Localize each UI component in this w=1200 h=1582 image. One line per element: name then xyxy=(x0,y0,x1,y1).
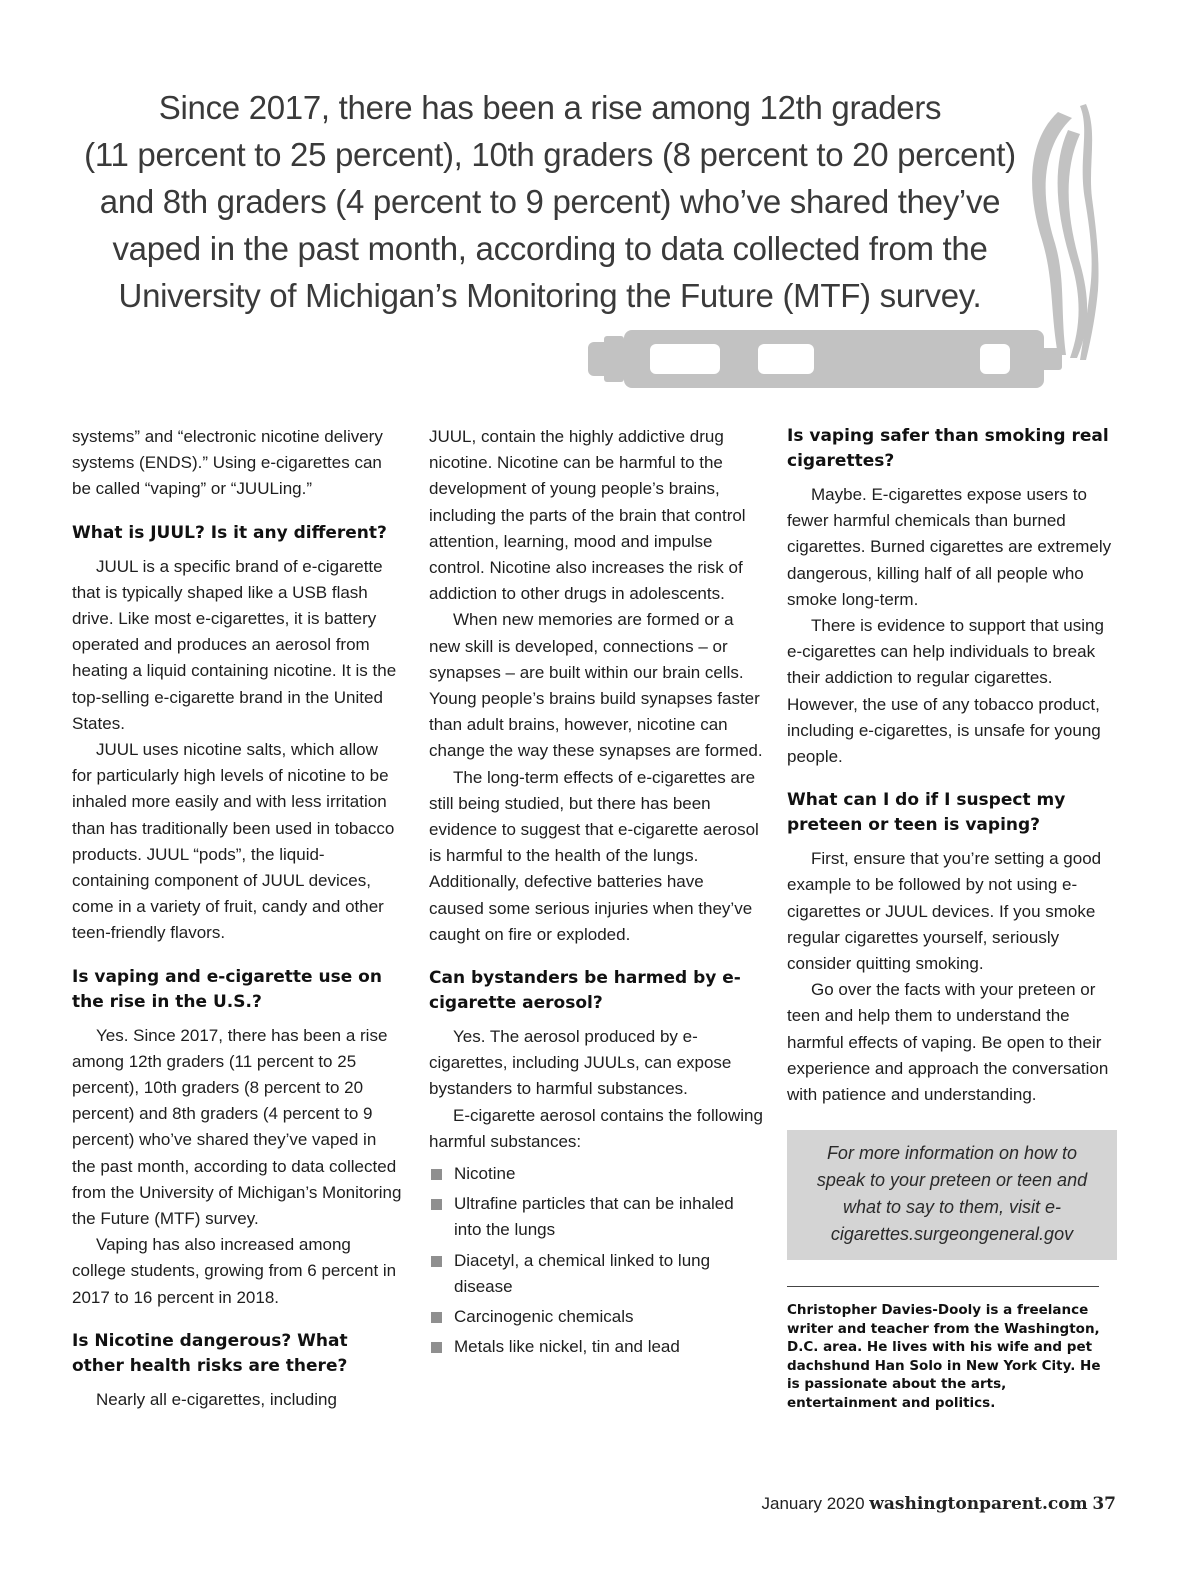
list-item xyxy=(429,1334,763,1360)
list-item-text: Diacetyl, a chemical linked to lung disease xyxy=(454,1250,711,1296)
square-bullet-icon xyxy=(431,1342,442,1353)
section-heading: What can I do if I suspect my preteen or teen is vaping? xyxy=(787,790,1066,836)
square-bullet-icon xyxy=(431,1256,442,1267)
paragraph: JUUL, contain the highly addictive drug nicotine. Nicotine can be harmful to the development of young people’s brains, including the parts of the brain that control attention, learning, mood and impulse control. Nicotine also increases the risk of addiction to other drugs in adolescents. xyxy=(429,427,746,604)
author-bio: Christopher Davies-Dooly is a freelance writer and teacher from the Washington, D.C. area. He lives with his wife and pet dachshund Han Solo in New York City. He is passionate about the arts, entertainment and politics. xyxy=(787,1302,1101,1411)
list-item xyxy=(429,1304,763,1330)
list-item-text: Carcinogenic chemicals xyxy=(454,1307,634,1327)
pull-quote-line: vaped in the past month, according to data collected from the xyxy=(112,230,988,267)
section-heading: Can bystanders be harmed by e-cigarette aerosol? xyxy=(429,968,741,1014)
page-number: 37 xyxy=(1092,1494,1116,1514)
paragraph: First, ensure that you’re setting a good example to be followed by not using e-cigarettes or JUUL devices. If you smoke regular cigarettes yourself, seriously consider quitting smoking. xyxy=(787,849,1102,974)
section-heading: Is vaping and e-cigarette use on the rise in the U.S.? xyxy=(72,966,382,1012)
list-item-text: Metals like nickel, tin and lead xyxy=(454,1337,680,1357)
e-cigarette-with-vapor-icon xyxy=(580,100,1100,400)
paragraph: Vaping has also increased among college students, growing from 6 percent in 2017 to 16 percent in 2018. xyxy=(72,1235,397,1307)
paragraph: JUUL is a specific brand of e-cigarette that is typically shaped like a USB flash drive. Like most e-cigarettes, it is battery operated and produces an aerosol from heating a liquid containing nicotine. It is the top-selling e-cigarette brand in the United States. xyxy=(72,556,397,733)
paragraph: JUUL uses nicotine salts, which allow for particularly high levels of nicotine to be inhaled more easily and with less irritation than has traditionally been used in tobacco products. JUUL “pods”, the liquid-containing component of JUUL devices, come in a variety of fruit, candy and other teen-friendly flavors. xyxy=(72,740,395,943)
square-bullet-icon xyxy=(431,1169,442,1180)
list-item xyxy=(429,1248,763,1300)
square-bullet-icon xyxy=(431,1312,442,1323)
paragraph: When new memories are formed or a new skill is developed, connections – or synapses – are built within our brain cells. Young people’s brains build synapses faster than adult brains, however, nicotine can change the way these synapses are formed. xyxy=(429,610,763,761)
page-footer xyxy=(762,1494,1117,1514)
paragraph: Maybe. E-cigarettes expose users to fewer harmful chemicals than burned cigarettes. Burned cigarettes are extremely dangerous, killing half of all people who smoke long-term. xyxy=(787,485,1112,609)
article-column-1 xyxy=(72,424,402,1413)
paragraph: E-cigarette aerosol contains the following harmful substances: xyxy=(429,1105,763,1151)
site-name: washingtonparent.com xyxy=(869,1494,1088,1514)
paragraph: Go over the facts with your preteen or teen and help them to understand the harmful effects of vaping. Be open to their experience and approach the conversation with patience and understanding. xyxy=(787,980,1109,1105)
paragraph: The long-term effects of e-cigarettes are still being studied, but there has been evidence to suggest that e-cigarette aerosol is harmful to the health of the lungs. Additionally, defective batteries have caused some serious injuries when they’ve caught on fire or exploded. xyxy=(429,767,759,944)
harmful-substances-list xyxy=(429,1161,763,1360)
pull-quote-line: (11 percent to 25 percent), 10th graders (8 percent to 20 percent) xyxy=(84,136,1016,173)
list-item xyxy=(429,1161,763,1187)
square-bullet-icon xyxy=(431,1199,442,1210)
pull-quote-line: and 8th graders (4 percent to 9 percent) who’ve shared they’ve xyxy=(99,183,1001,220)
paragraph: There is evidence to support that using e-cigarettes can help individuals to break their addiction to regular cigarettes. However, the use of any tobacco product, including e-cigarettes, is unsafe for young people. xyxy=(787,616,1104,767)
pull-quote-line: Since 2017, there has been a rise among 12th graders xyxy=(158,89,942,126)
list-item-text: Nicotine xyxy=(454,1164,516,1184)
pull-quote-line: University of Michigan’s Monitoring the Future (MTF) survey. xyxy=(118,277,982,314)
article-column-3 xyxy=(787,424,1117,1412)
paragraph: Yes. Since 2017, there has been a rise among 12th graders (11 percent to 25 percent), 10th graders (8 percent to 20 percent) and 8th graders (4 percent to 9 percent) who’ve shared they’ve vaped in the past month, according to data collected from the University of Michigan’s Monitoring the Future (MTF) survey. xyxy=(72,1025,402,1229)
list-item xyxy=(429,1191,763,1243)
paragraph: systems” and “electronic nicotine delivery systems (ENDS).” Using e-cigarettes can be called “vaping” or “JUULing.” xyxy=(72,427,383,499)
issue-date: January 2020 xyxy=(761,1494,865,1513)
section-heading: Is Nicotine dangerous? What other health risks are there? xyxy=(72,1330,348,1376)
section-heading: What is JUUL? Is it any different? xyxy=(72,522,387,543)
list-item-text: Ultrafine particles that can be inhaled into the lungs xyxy=(454,1194,734,1240)
section-heading: Is vaping safer than smoking real cigarettes? xyxy=(787,426,1109,471)
article-column-2 xyxy=(429,424,763,1365)
divider xyxy=(787,1286,1099,1287)
info-box: For more information on how to speak to your preteen or teen and what to say to them, visit e-cigarettes.surgeongeneral.gov xyxy=(787,1130,1117,1260)
paragraph: Nearly all e-cigarettes, including xyxy=(96,1389,337,1409)
paragraph: Yes. The aerosol produced by e-cigarettes, including JUULs, can expose bystanders to harmful substances. xyxy=(429,1027,732,1099)
